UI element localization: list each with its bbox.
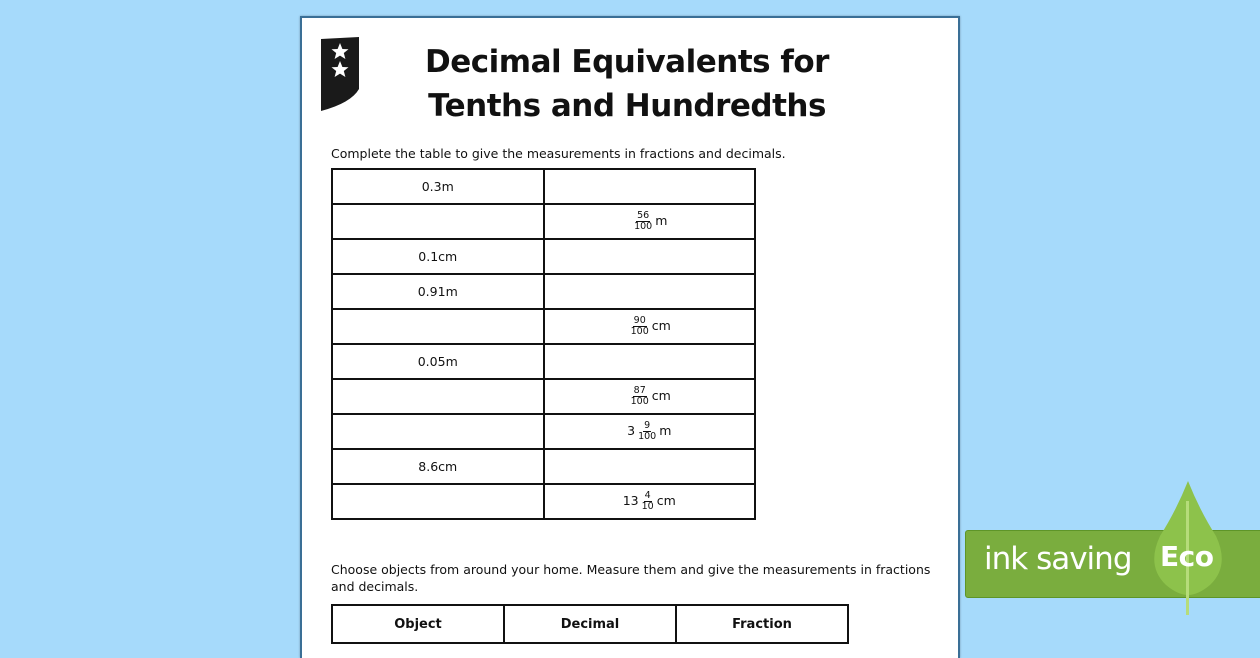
fraction <box>642 491 654 512</box>
fraction-cell[interactable] <box>544 414 756 449</box>
unit: cm <box>656 493 676 508</box>
decimal-cell[interactable] <box>332 484 544 519</box>
fraction-cell[interactable] <box>544 449 756 484</box>
table-row <box>332 204 755 239</box>
numerator: 56 <box>637 210 650 221</box>
unit: cm <box>651 388 671 403</box>
table-row <box>332 309 755 344</box>
decimal-cell[interactable]: 0.3m <box>332 169 544 204</box>
fraction-cell[interactable] <box>544 379 756 414</box>
table-row <box>332 274 755 309</box>
star-bookmark-icon <box>321 37 359 111</box>
decimal-cell[interactable] <box>332 379 544 414</box>
fraction-cell[interactable] <box>544 204 756 239</box>
unit: m <box>659 423 672 438</box>
denominator: 100 <box>638 431 657 442</box>
header-object: Object <box>332 605 504 643</box>
objects-table <box>331 604 849 644</box>
denominator: 10 <box>641 501 654 512</box>
fraction-cell[interactable] <box>544 344 756 379</box>
conversion-table <box>331 168 756 520</box>
table-row <box>332 484 755 519</box>
fraction <box>631 316 649 337</box>
decimal-cell[interactable]: 0.91m <box>332 274 544 309</box>
worksheet-page <box>300 16 960 658</box>
fraction-cell[interactable] <box>544 484 756 519</box>
fraction <box>638 421 656 442</box>
title-line-2: Tenths and Hundredths <box>428 88 826 124</box>
header-fraction: Fraction <box>676 605 848 643</box>
fraction-cell[interactable] <box>544 309 756 344</box>
fraction-cell[interactable] <box>544 274 756 309</box>
unit: m <box>655 213 668 228</box>
numerator: 4 <box>644 490 651 501</box>
table-row <box>332 379 755 414</box>
ink-saving-label: ink saving <box>984 541 1132 577</box>
decimal-cell[interactable] <box>332 414 544 449</box>
fraction-cell[interactable] <box>544 239 756 274</box>
denominator: 100 <box>630 396 649 407</box>
instruction-1: Complete the table to give the measurements in fractions and decimals. <box>331 146 786 161</box>
numerator: 9 <box>644 420 651 431</box>
instruction-2: Choose objects from around your home. Measure them and give the measurements in fractions and decimals. <box>331 562 931 594</box>
eco-label: Eco <box>1160 540 1214 573</box>
numerator: 90 <box>633 315 646 326</box>
whole-number: 3 <box>627 423 636 438</box>
numerator: 87 <box>633 385 646 396</box>
decimal-cell[interactable]: 0.1cm <box>332 239 544 274</box>
table-row <box>332 414 755 449</box>
table-row <box>332 344 755 379</box>
header-decimal: Decimal <box>504 605 676 643</box>
table-row <box>332 239 755 274</box>
fraction <box>634 211 652 232</box>
page-title <box>382 40 872 128</box>
denominator: 100 <box>634 221 653 232</box>
title-line-1: Decimal Equivalents for <box>425 44 829 80</box>
fraction-cell[interactable] <box>544 169 756 204</box>
table-row <box>332 169 755 204</box>
unit: cm <box>651 318 671 333</box>
denominator: 100 <box>630 326 649 337</box>
whole-number: 13 <box>622 493 639 508</box>
fraction <box>631 386 649 407</box>
decimal-cell[interactable]: 8.6cm <box>332 449 544 484</box>
decimal-cell[interactable] <box>332 309 544 344</box>
decimal-cell[interactable] <box>332 204 544 239</box>
table-row <box>332 449 755 484</box>
decimal-cell[interactable]: 0.05m <box>332 344 544 379</box>
